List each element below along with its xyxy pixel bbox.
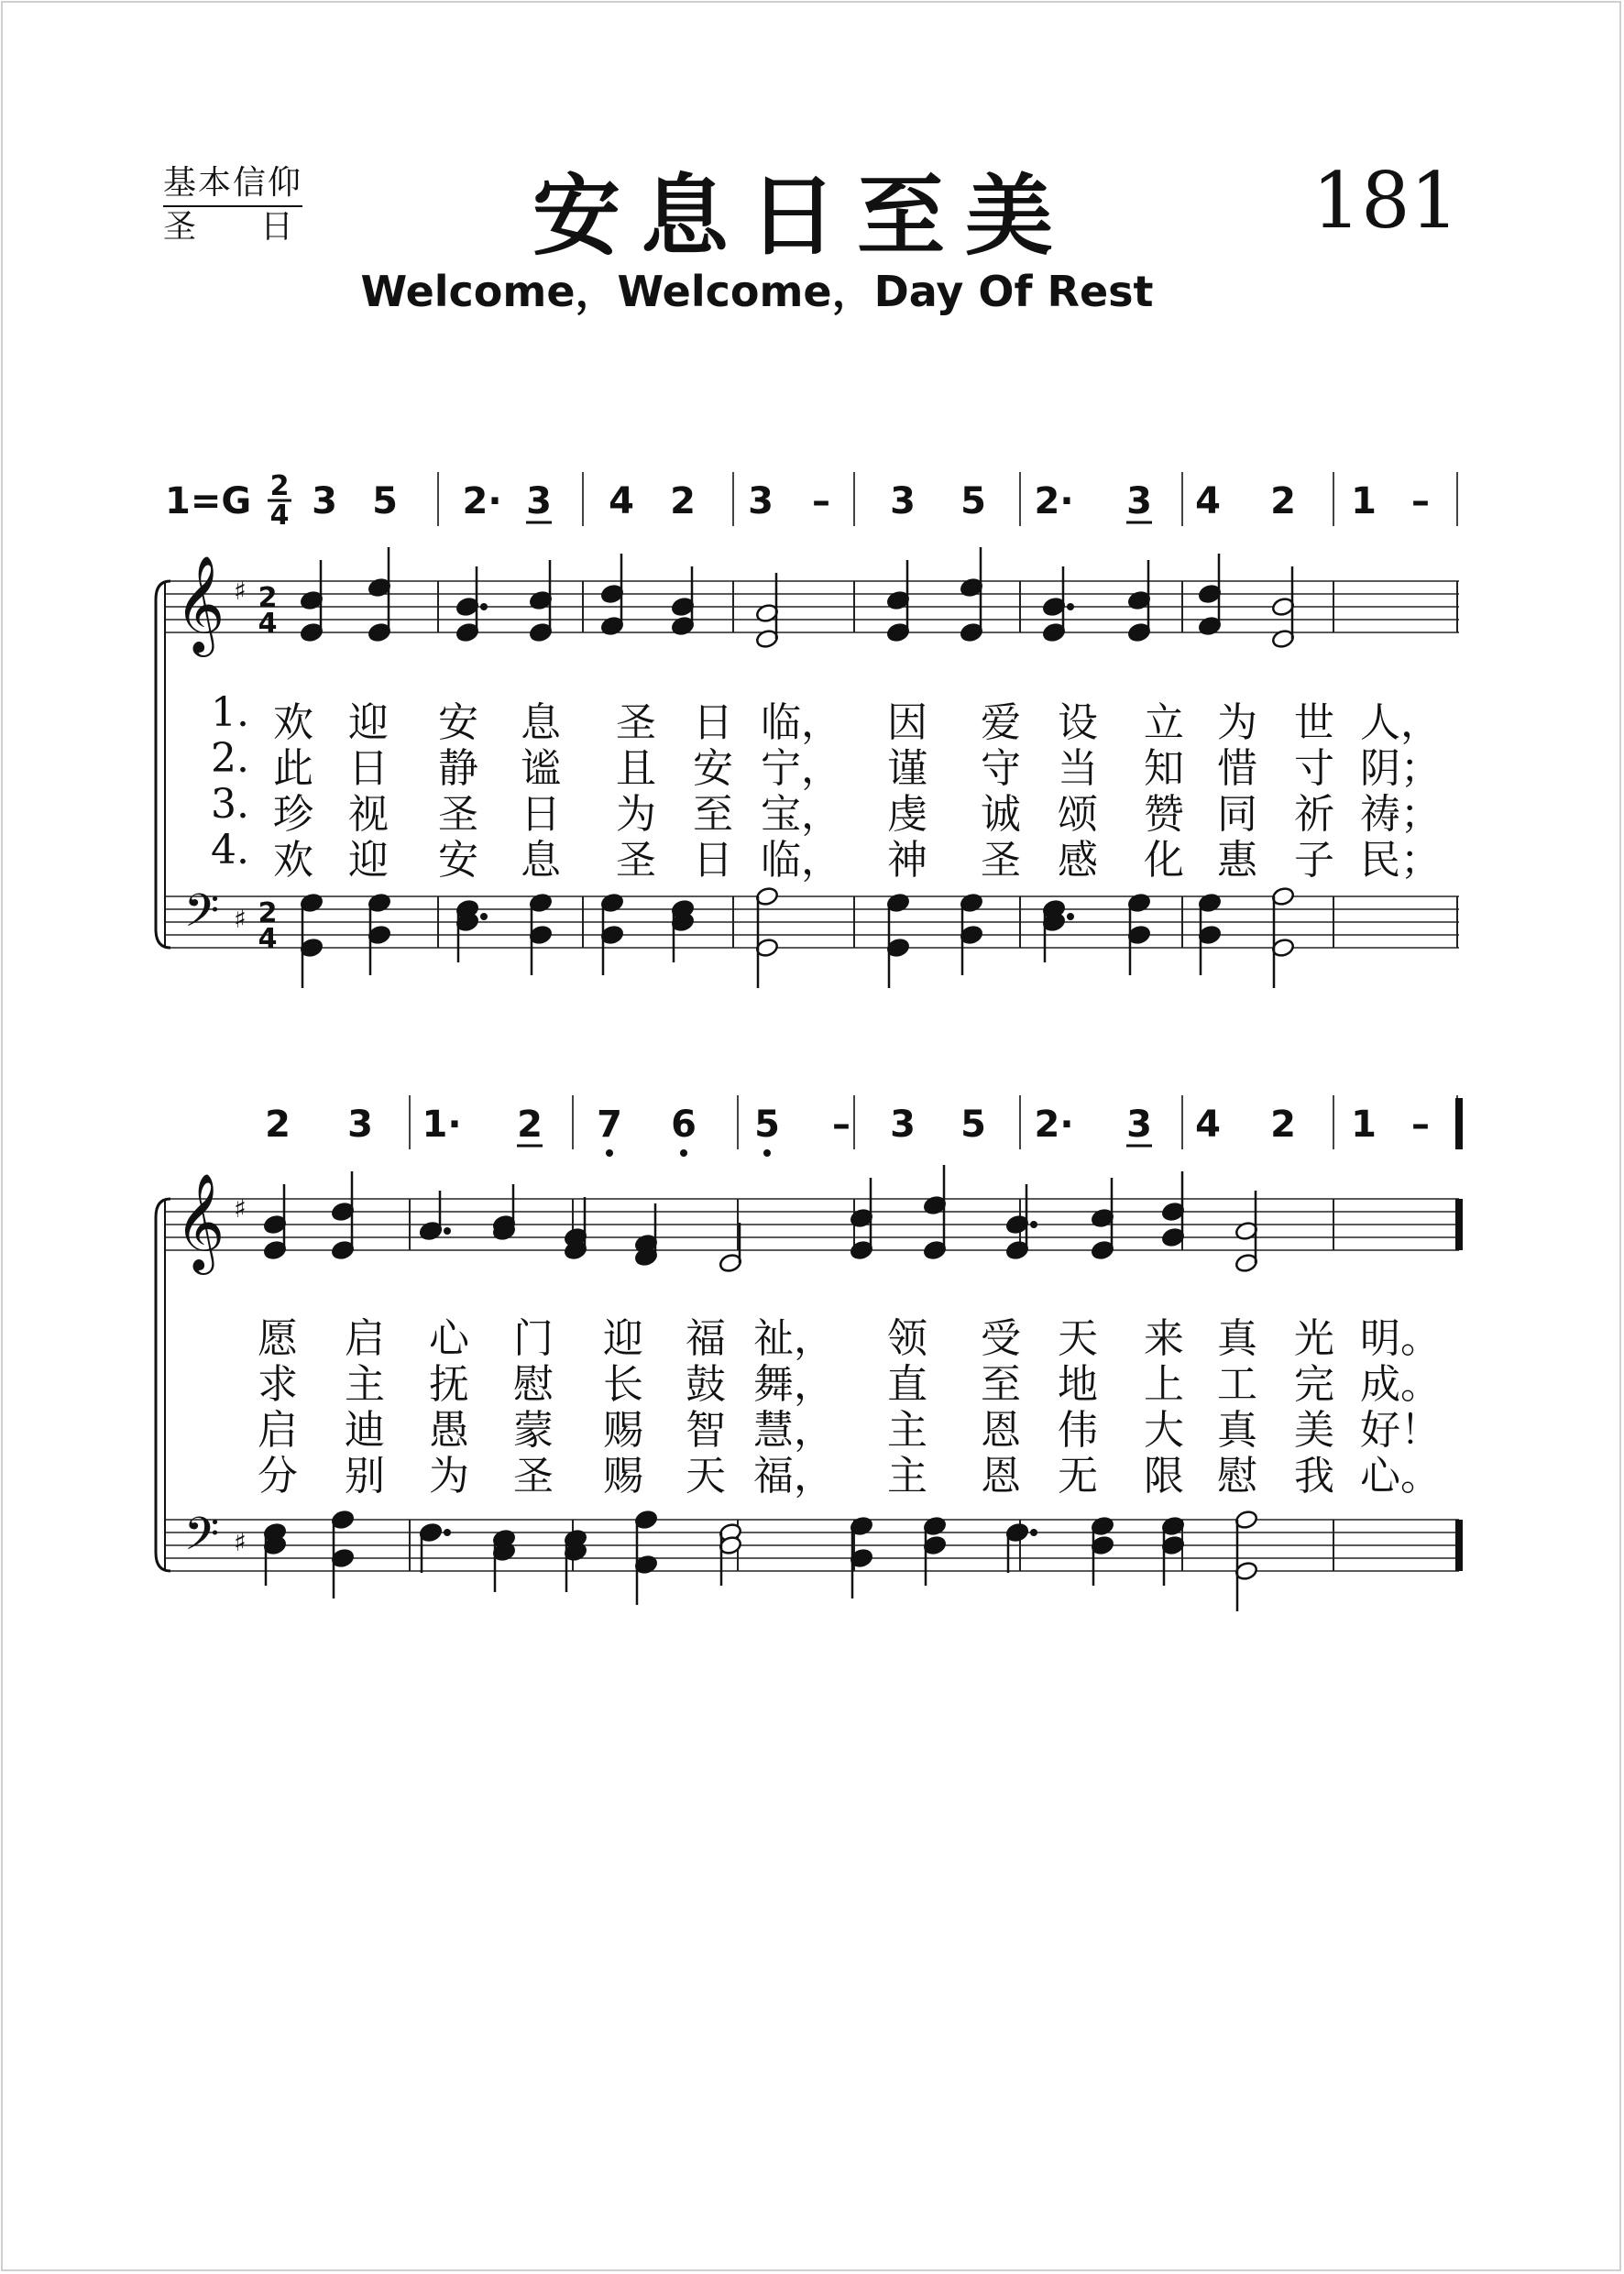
- treble-clef: 𝄞: [174, 555, 225, 653]
- lyric-syllable: 上: [1144, 1361, 1184, 1408]
- lyric-syllable: 启: [345, 1315, 385, 1362]
- jianpu-note: 1: [1351, 480, 1377, 522]
- jianpu-note: 5: [960, 1104, 986, 1146]
- lyric-syllable: 迎: [603, 1315, 643, 1362]
- lyric-syllable: 谨: [887, 745, 927, 792]
- staff-time-bottom: 4: [258, 923, 278, 955]
- jianpu-note: 2·: [1034, 480, 1074, 522]
- jianpu-note: 3: [1126, 480, 1152, 522]
- hymn-title-chinese: 安息日至美: [532, 165, 1073, 268]
- lyric-syllable: 祉，: [753, 1315, 834, 1362]
- key-signature: 1=G: [165, 480, 252, 522]
- lyric-syllable: 伟: [1058, 1407, 1098, 1454]
- lyric-syllable: 圣: [438, 791, 478, 838]
- augmentation-dot: [1067, 603, 1074, 610]
- lyric-syllable: 明。: [1360, 1315, 1441, 1362]
- jianpu-low-dot: [606, 1149, 613, 1157]
- jianpu-note: 4: [1195, 1104, 1221, 1146]
- lyric-line: [0, 1305, 1624, 1362]
- jianpu-note: –: [812, 480, 830, 522]
- lyric-syllable: 因: [887, 699, 927, 746]
- augmentation-dot: [1067, 913, 1074, 920]
- lyric-syllable: 圣: [616, 837, 656, 884]
- lyric-syllable: 天: [686, 1453, 726, 1500]
- category-main: 基本信仰: [163, 163, 302, 207]
- verse-number: 2.: [211, 735, 249, 782]
- jianpu-note: –: [1411, 480, 1430, 522]
- lyric-syllable: 我: [1294, 1453, 1334, 1500]
- jianpu-note: 2: [670, 480, 696, 522]
- hymn-number: 181: [1311, 156, 1459, 246]
- lyric-syllable: 知: [1144, 745, 1184, 792]
- treble-clef: 𝄞: [174, 1172, 225, 1270]
- lyric-syllable: 神: [887, 837, 927, 884]
- lyric-syllable: 恩: [981, 1407, 1021, 1454]
- jianpu-note: 4: [1195, 480, 1221, 522]
- lyric-syllable: 息: [521, 837, 561, 884]
- augmentation-dot: [1030, 1221, 1037, 1228]
- lyric-syllable: 光: [1294, 1315, 1334, 1362]
- hymn-title-english: Welcome，Welcome，Day Of Rest: [360, 267, 1154, 316]
- jianpu-note: 3: [312, 480, 337, 522]
- lyric-syllable: 主: [887, 1453, 927, 1500]
- lyric-syllable: 息: [521, 699, 561, 746]
- lyric-syllable: 福: [686, 1315, 726, 1362]
- lyric-syllable: 为: [1217, 699, 1257, 746]
- lyric-syllable: 宁，: [761, 745, 841, 792]
- lyric-syllable: 为: [429, 1453, 469, 1500]
- lyric-syllable: 蒙: [513, 1407, 554, 1454]
- lyric-syllable: 安: [693, 745, 733, 792]
- lyric-syllable: 临，: [761, 699, 841, 746]
- final-barline: [1455, 1199, 1463, 1250]
- jianpu-note: 1: [1351, 1104, 1377, 1146]
- key-sharp: ♯: [234, 576, 247, 606]
- lyric-syllable: 主: [345, 1361, 385, 1408]
- jianpu-note: –: [1411, 1104, 1430, 1146]
- lyric-syllable: 寸: [1294, 745, 1334, 792]
- lyric-syllable: 美: [1294, 1407, 1334, 1454]
- jianpu-note: –: [832, 1104, 850, 1146]
- lyric-syllable: 愚: [429, 1407, 469, 1454]
- lyric-syllable: 为: [616, 791, 656, 838]
- lyric-syllable: 珍: [273, 791, 313, 838]
- lyric-syllable: 无: [1058, 1453, 1098, 1500]
- lyric-syllable: 诚: [981, 791, 1021, 838]
- jianpu-note: 1·: [422, 1104, 462, 1146]
- lyric-syllable: 静: [438, 745, 478, 792]
- lyric-syllable: 赞: [1144, 791, 1184, 838]
- lyric-syllable: 此: [273, 745, 313, 792]
- lyric-syllable: 惠: [1217, 837, 1257, 884]
- lyric-syllable: 愿: [258, 1315, 298, 1362]
- jianpu-note: 3: [347, 1104, 373, 1146]
- lyric-syllable: 守: [981, 745, 1021, 792]
- lyric-line: [0, 735, 1624, 792]
- verse-number: 3.: [211, 781, 249, 828]
- jianpu-note: 6: [671, 1104, 697, 1146]
- jianpu-note: 2·: [462, 480, 502, 522]
- jianpu-note: 3: [748, 480, 774, 522]
- lyric-syllable: 赐: [603, 1407, 643, 1454]
- lyric-syllable: 抚: [429, 1361, 469, 1408]
- jianpu-note: 3: [1126, 1104, 1152, 1146]
- lyric-syllable: 天: [1058, 1315, 1098, 1362]
- lyric-syllable: 恩: [981, 1453, 1021, 1500]
- jianpu-note: 2: [517, 1104, 543, 1146]
- lyric-syllable: 安: [438, 837, 478, 884]
- lyric-syllable: 谧: [521, 745, 561, 792]
- category-sub-char: 日: [260, 208, 296, 246]
- lyric-syllable: 地: [1058, 1361, 1098, 1408]
- augmentation-dot: [1030, 1529, 1037, 1536]
- lyric-syllable: 子: [1294, 837, 1334, 884]
- staff-time-top: 2: [258, 582, 278, 614]
- augmentation-dot: [480, 913, 488, 920]
- lyric-syllable: 虔: [887, 791, 927, 838]
- jianpu-note: 3: [890, 480, 916, 522]
- lyric-syllable: 迎: [348, 699, 389, 746]
- lyric-syllable: 直: [887, 1361, 927, 1408]
- jianpu-low-dot: [763, 1149, 771, 1157]
- jianpu-low-dot: [680, 1149, 687, 1157]
- lyric-syllable: 鼓: [686, 1361, 726, 1408]
- lyric-syllable: 当: [1058, 745, 1098, 792]
- lyric-syllable: 成。: [1360, 1361, 1441, 1408]
- lyric-line: [0, 827, 1624, 884]
- lyric-syllable: 至: [981, 1361, 1021, 1408]
- lyric-syllable: 人，: [1360, 699, 1441, 746]
- lyric-syllable: 来: [1144, 1315, 1184, 1362]
- lyric-line: [0, 1397, 1624, 1454]
- jianpu-note: 5: [960, 480, 986, 522]
- jianpu-note: 2: [1270, 1104, 1296, 1146]
- lyric-syllable: 工: [1217, 1361, 1257, 1408]
- lyric-line: [0, 781, 1624, 838]
- lyric-syllable: 宝，: [761, 791, 841, 838]
- lyric-syllable: 爱: [981, 699, 1021, 746]
- key-sharp: ♯: [234, 1193, 247, 1224]
- lyric-syllable: 化: [1144, 837, 1184, 884]
- jianpu-note: 3: [526, 480, 552, 522]
- lyric-syllable: 感: [1058, 837, 1098, 884]
- lyric-syllable: 赐: [603, 1453, 643, 1500]
- jianpu-note: 5: [372, 480, 398, 522]
- lyric-syllable: 安: [438, 699, 478, 746]
- lyric-syllable: 颂: [1058, 791, 1098, 838]
- lyric-syllable: 立: [1144, 699, 1184, 746]
- lyric-syllable: 限: [1144, 1453, 1184, 1500]
- lyric-syllable: 舞，: [753, 1361, 834, 1408]
- lyric-syllable: 完: [1294, 1361, 1334, 1408]
- augmentation-dot: [444, 1529, 451, 1536]
- lyric-syllable: 临，: [761, 837, 841, 884]
- jianpu-note: 2: [265, 1104, 291, 1146]
- lyric-syllable: 同: [1217, 791, 1257, 838]
- final-barline: [1455, 1520, 1463, 1571]
- lyric-syllable: 圣: [513, 1453, 554, 1500]
- lyric-syllable: 世: [1294, 699, 1334, 746]
- lyric-syllable: 迎: [348, 837, 389, 884]
- lyric-line: [0, 1443, 1624, 1500]
- staff-time-bottom: 4: [258, 608, 278, 640]
- lyric-syllable: 慰: [513, 1361, 554, 1408]
- lyric-line: [0, 689, 1624, 746]
- lyric-syllable: 日: [348, 745, 389, 792]
- verse-number: 1.: [211, 689, 249, 736]
- lyric-syllable: 至: [693, 791, 733, 838]
- staff-time-top: 2: [258, 897, 278, 929]
- lyric-syllable: 受: [981, 1315, 1021, 1362]
- lyric-syllable: 福，: [753, 1453, 834, 1500]
- lyric-syllable: 祷；: [1360, 791, 1441, 838]
- lyric-syllable: 圣: [981, 837, 1021, 884]
- lyric-syllable: 启: [258, 1407, 298, 1454]
- jianpu-note: 3: [890, 1104, 916, 1146]
- lyric-syllable: 日: [693, 699, 733, 746]
- lyric-syllable: 民；: [1360, 837, 1441, 884]
- lyric-syllable: 日: [521, 791, 561, 838]
- lyric-syllable: 门: [513, 1315, 554, 1362]
- lyric-syllable: 圣: [616, 699, 656, 746]
- lyric-syllable: 大: [1144, 1407, 1184, 1454]
- lyric-syllable: 视: [348, 791, 389, 838]
- category-sub-char: 圣: [163, 208, 199, 246]
- lyric-syllable: 求: [258, 1361, 298, 1408]
- bass-clef: 𝄢: [183, 1508, 220, 1572]
- lyric-syllable: 别: [345, 1453, 385, 1500]
- jianpu-note: 5: [754, 1104, 780, 1146]
- lyric-syllable: 分: [258, 1453, 298, 1500]
- verse-number: 4.: [211, 827, 249, 873]
- jianpu-note: 4: [609, 480, 634, 522]
- lyric-syllable: 惜: [1217, 745, 1257, 792]
- lyric-syllable: 领: [887, 1315, 927, 1362]
- jianpu-note: 2: [1270, 480, 1296, 522]
- lyric-syllable: 阴；: [1360, 745, 1441, 792]
- key-sharp: ♯: [234, 904, 247, 934]
- augmentation-dot: [480, 603, 488, 610]
- jianpu-final-bar: [1455, 1098, 1463, 1149]
- lyric-syllable: 好！: [1360, 1407, 1441, 1454]
- lyric-syllable: 真: [1217, 1315, 1257, 1362]
- lyric-syllable: 真: [1217, 1407, 1257, 1454]
- jianpu-note: 7: [597, 1104, 622, 1146]
- lyric-syllable: 迪: [345, 1407, 385, 1454]
- time-signature-numerator: 2: [269, 470, 290, 502]
- lyric-syllable: 慰: [1217, 1453, 1257, 1500]
- lyric-syllable: 设: [1058, 699, 1098, 746]
- bass-clef: 𝄢: [183, 884, 220, 949]
- lyric-syllable: 欢: [273, 837, 313, 884]
- lyric-syllable: 智: [686, 1407, 726, 1454]
- jianpu-note: 2·: [1034, 1104, 1074, 1146]
- lyric-syllable: 日: [693, 837, 733, 884]
- lyric-syllable: 心: [429, 1315, 469, 1362]
- lyric-syllable: 主: [887, 1407, 927, 1454]
- lyric-syllable: 心。: [1360, 1453, 1441, 1500]
- lyric-syllable: 且: [616, 745, 656, 792]
- time-signature-denominator: 4: [269, 500, 290, 532]
- key-sharp: ♯: [234, 1527, 247, 1557]
- augmentation-dot: [444, 1227, 451, 1235]
- lyric-syllable: 长: [603, 1361, 643, 1408]
- lyric-syllable: 慧，: [753, 1407, 834, 1454]
- lyric-line: [0, 1351, 1624, 1408]
- lyric-syllable: 祈: [1294, 791, 1334, 838]
- lyric-syllable: 欢: [273, 699, 313, 746]
